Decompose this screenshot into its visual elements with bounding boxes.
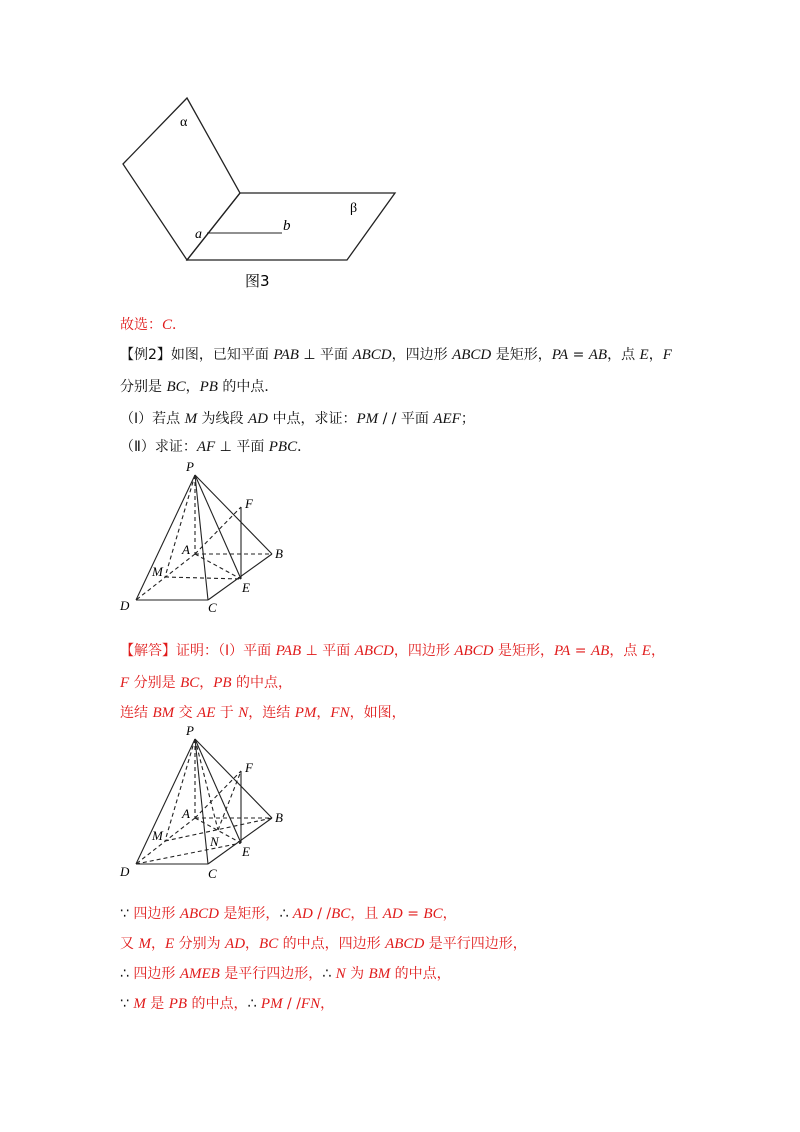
text-run: 的中点， [390, 966, 451, 982]
math-term: AD [225, 936, 246, 952]
text-run: 是平行四边形， [424, 936, 527, 952]
vertex-A: A [182, 542, 190, 557]
math-term: AMEB [179, 966, 220, 982]
math-term: PM [356, 411, 379, 427]
text-run: 又 [120, 936, 139, 952]
text-run: ， [442, 906, 457, 922]
math-term: PBC [268, 439, 298, 455]
pyramid-figure-1 [110, 458, 310, 618]
label-beta: β [350, 201, 358, 216]
figure-3-planes [110, 88, 410, 298]
math-term: AB [588, 347, 608, 363]
label-alpha: α [180, 115, 188, 130]
math-term: BC [423, 906, 443, 922]
text-run: 为 [345, 966, 369, 982]
example2-line-3 [120, 409, 475, 429]
text-run: 是矩形， [493, 643, 554, 659]
text-run: ⊥ 平面 [301, 643, 355, 659]
math-term: BC [331, 906, 351, 922]
text-run: ． [297, 439, 312, 455]
math-term: E [639, 347, 649, 363]
text-run: 于 [215, 705, 239, 721]
text-run: ， [150, 936, 165, 952]
vertex-D: D [120, 598, 130, 613]
text-run: 是 [145, 996, 169, 1012]
math-term: AF [196, 439, 216, 455]
text-run: ∴ [322, 966, 336, 982]
text-run: ，四边形 [391, 347, 453, 363]
text-run: 证明：（Ⅰ）平面 [176, 643, 276, 659]
math-term: F [662, 347, 672, 363]
math-term: PAB [273, 347, 299, 363]
math-term: PB [168, 996, 188, 1012]
math-term: ABCD [179, 906, 219, 922]
text-run: ⊥ 平面 [298, 347, 353, 363]
math-term: BC [166, 379, 186, 395]
math-term: FN [300, 996, 321, 1012]
math-term: BC [259, 936, 279, 952]
text-run: 是平行四边形， [219, 966, 323, 982]
math-term: PM [294, 705, 317, 721]
text-run: 为线段 [197, 411, 248, 427]
text-run: 中点，求证： [268, 411, 357, 427]
text-run: 四边形 [133, 966, 180, 982]
math-term: PA [551, 347, 569, 363]
text-run: / / 平面 [378, 411, 434, 427]
text-run: / / [312, 906, 332, 922]
pyramid-figure-2 [110, 722, 310, 884]
text-run: ， [185, 379, 200, 395]
text-run: 四边形 [133, 906, 180, 922]
text-run: ，点 [607, 347, 640, 363]
solution-line-3 [120, 703, 406, 723]
text-run: 的中点， [231, 675, 293, 691]
math-term: AD [292, 906, 313, 922]
text-run: / / [282, 996, 301, 1012]
vertex2-F: F [245, 760, 253, 775]
math-term: AE [197, 705, 216, 721]
label-b: b [283, 218, 291, 234]
vertex-F: F [245, 496, 253, 511]
text-run: ， [199, 675, 214, 691]
math-term: AEF [433, 411, 461, 427]
text-run: ； [460, 411, 475, 427]
vertex2-P: P [186, 723, 194, 738]
vertex2-E: E [242, 844, 250, 859]
text-run: ，如图， [349, 705, 406, 721]
text-run: ， [648, 347, 663, 363]
text-run: ， [245, 936, 260, 952]
vertex-P: P [186, 459, 194, 474]
math-term: F [120, 675, 130, 691]
math-term: ABCD [454, 643, 494, 659]
label-a: a [195, 227, 202, 242]
vertex2-M: M [152, 828, 163, 843]
example2-line-1 [120, 345, 672, 365]
text-run: （Ⅱ）求证： [120, 439, 197, 455]
text-run: 的中点． [217, 379, 279, 395]
text-run: 分别是 [120, 379, 167, 395]
solution-line-1 [120, 641, 665, 661]
math-term: M [184, 411, 198, 427]
math-term: BM [152, 705, 175, 721]
vertex2-C: C [208, 866, 217, 881]
math-term: ABCD [385, 936, 425, 952]
math-term: FN [330, 705, 350, 721]
text-run: ⊥ 平面 [215, 439, 269, 455]
vertex2-A: A [182, 806, 190, 821]
text-run: 的中点，四边形 [278, 936, 386, 952]
math-term: N [335, 966, 346, 982]
text-run: ， [650, 643, 665, 659]
vertex-M: M [152, 564, 163, 579]
math-term: BM [368, 966, 391, 982]
vertex2-D: D [120, 864, 130, 879]
text-run: 的中点， [187, 996, 248, 1012]
vertex-E: E [242, 580, 250, 595]
math-term: BC [180, 675, 200, 691]
text-run: 是矩形， [218, 906, 280, 922]
text-run: 交 [174, 705, 198, 721]
math-term: PB [213, 675, 232, 691]
math-term: ABCD [352, 347, 392, 363]
figure-caption: 图3 [245, 272, 270, 290]
math-term: AB [591, 643, 610, 659]
text-run: （Ⅰ）若点 [120, 411, 185, 427]
text-run: = [402, 906, 424, 922]
solution-line-6 [120, 964, 451, 984]
math-term: PAB [275, 643, 302, 659]
text-run: 是矩形， [491, 347, 552, 363]
text-run: 【解答】 [120, 643, 176, 659]
solution-line-2 [120, 673, 292, 693]
text-run: ，连结 [248, 705, 295, 721]
text-run: ∴ [279, 906, 293, 922]
text-run: ∴ [247, 996, 261, 1012]
text-run: ∴ [120, 966, 134, 982]
example2-line-2 [120, 377, 278, 397]
solution-line-7 [120, 994, 334, 1014]
math-term: AD [382, 906, 403, 922]
text-run: = [568, 347, 589, 363]
text-run: ，点 [609, 643, 642, 659]
vertex-B: B [275, 546, 283, 561]
vertex2-B: B [275, 810, 283, 825]
text-run: ∵ [120, 996, 134, 1012]
text-run: ∵ [120, 906, 134, 922]
text-run: 分别为 [174, 936, 226, 952]
solution-line-5 [120, 934, 527, 954]
math-term: PA [553, 643, 571, 659]
text-run: ，且 [350, 906, 383, 922]
text-run: ， [316, 705, 331, 721]
math-term: PB [199, 379, 218, 395]
vertex2-N: N [210, 834, 219, 849]
vertex-C: C [208, 600, 217, 615]
text-run: 连结 [120, 705, 153, 721]
math-term: ABCD [452, 347, 492, 363]
text-run: ，四边形 [393, 643, 455, 659]
plane-beta [187, 193, 395, 260]
math-term: PM [260, 996, 283, 1012]
math-term: M [138, 936, 151, 952]
math-term: ABCD [354, 643, 394, 659]
math-term: N [238, 705, 249, 721]
math-term: M [133, 996, 146, 1012]
text-run: ， [320, 996, 335, 1012]
example2-line-4 [120, 437, 311, 457]
text-run: = [570, 643, 591, 659]
math-term: E [641, 643, 651, 659]
text-run: 【例2】如图，已知平面 [120, 347, 274, 363]
text-run: 分别是 [129, 675, 181, 691]
math-term: AD [248, 411, 268, 427]
solution-line-4 [120, 904, 457, 924]
answer-line: 故选：C． [120, 317, 187, 333]
math-term: E [164, 936, 175, 952]
